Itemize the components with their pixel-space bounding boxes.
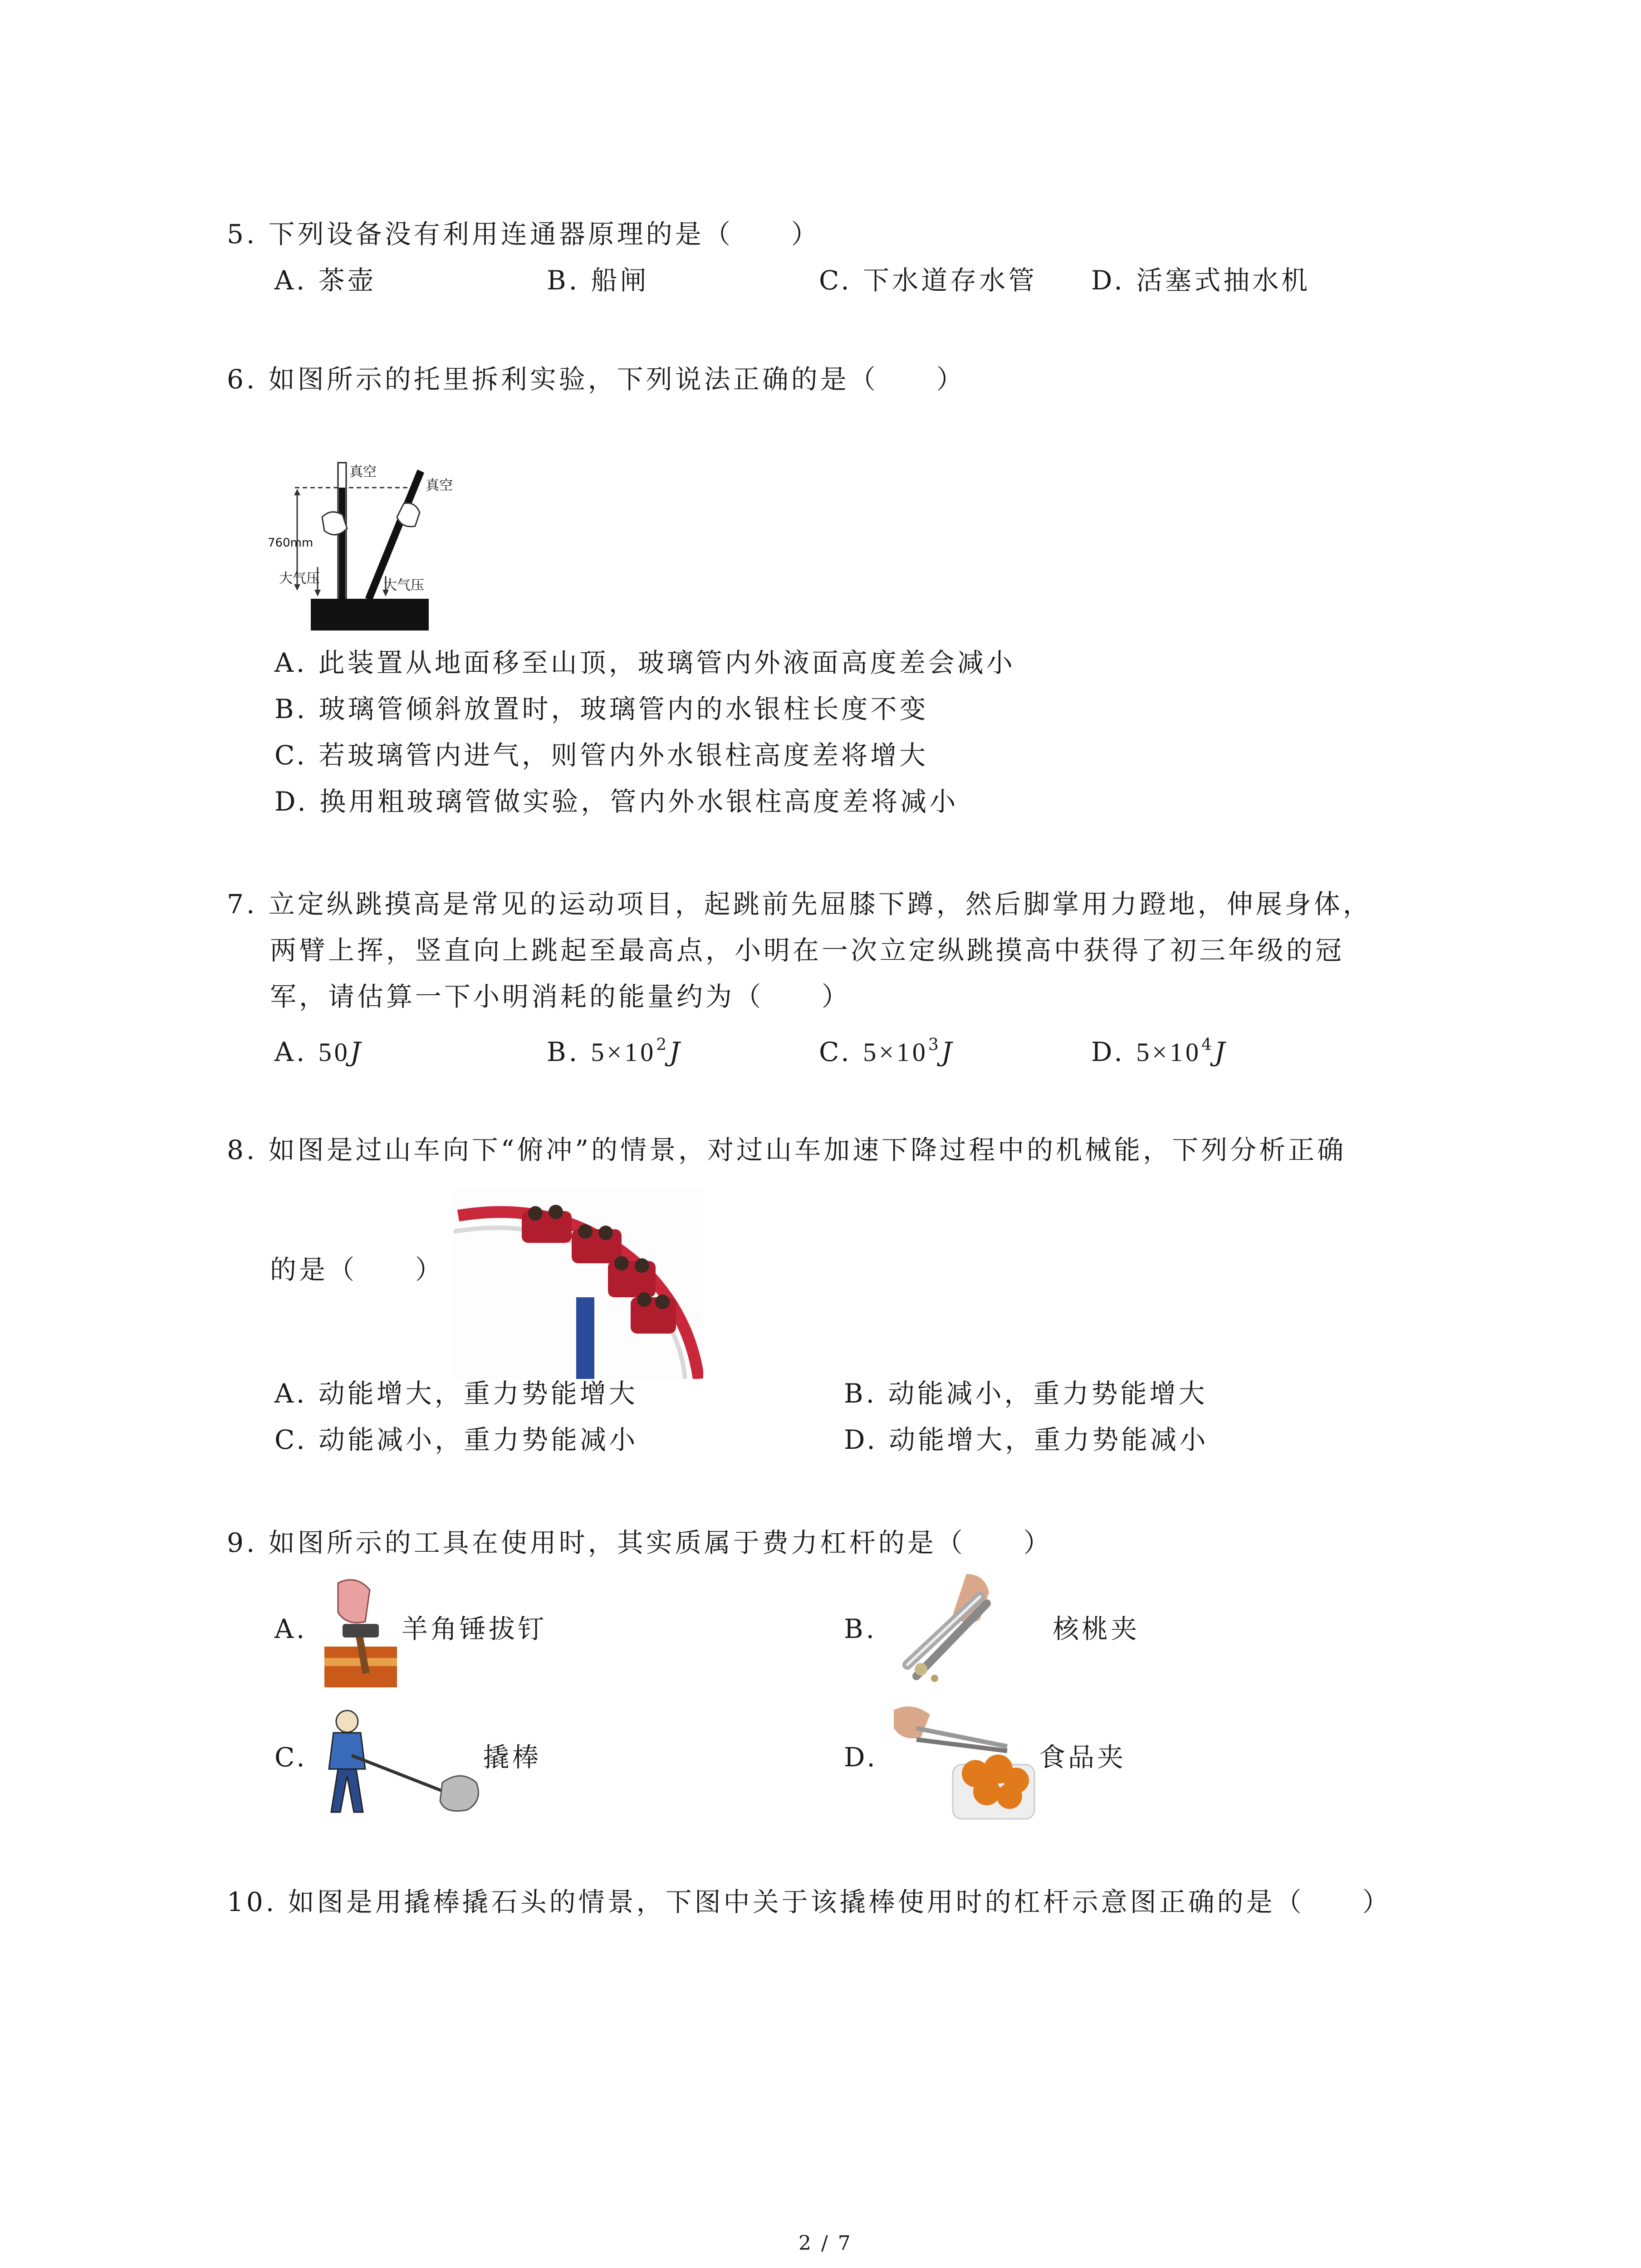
q7-stem-line-2: 两臂上挥，竖直向上跳起至最高点，小明在一次立定纵跳摸高中获得了初三年级的冠 [270, 935, 1345, 966]
q6-stem: 6. 如图所示的托里拆利实验，下列说法正确的是（ ） [227, 364, 965, 395]
q5-option-d: D. 活塞式抽水机 [1091, 265, 1311, 296]
q9-option-d-letter: D. [844, 1742, 878, 1773]
q7-option-b: B. $5\times 10^2J$ [547, 1036, 683, 1067]
q8-option-d: D. 动能增大，重力势能减小 [844, 1424, 1209, 1455]
q9-stem: 9. 如图所示的工具在使用时，其实质属于费力杠杆的是（ ） [227, 1527, 1053, 1558]
vacuum-label-2: 真空 [426, 478, 453, 494]
claw-hammer-image [320, 1574, 402, 1692]
q9-option-c-letter: C. [274, 1742, 308, 1773]
q7-stem-line-3: 军，请估算一下小明消耗的能量约为（ ） [270, 981, 851, 1012]
q8-option-a: A. 动能增大，重力势能增大 [274, 1378, 638, 1409]
q6-option-c: C. 若玻璃管内进气，则管内外水银柱高度差将增大 [274, 740, 929, 771]
torricelli-experiment-figure [268, 454, 476, 644]
nutcracker-image [889, 1565, 1053, 1692]
q9-option-c-name: 撬棒 [483, 1742, 542, 1773]
q8-option-c: C. 动能减小，重力势能减小 [274, 1424, 638, 1455]
q9-option-b-name: 核桃夹 [1053, 1613, 1140, 1644]
q5-option-b: B. 船闸 [547, 265, 649, 296]
food-tongs-image [889, 1696, 1039, 1823]
q8-stem: 8. 如图是过山车向下“俯冲”的情景，对过山车加速下降过程中的机械能，下列分析正确 [227, 1134, 1347, 1165]
roller-coaster-image [454, 1188, 703, 1379]
q6-option-d: D. 换用粗玻璃管做实验，管内外水银柱高度差将减小 [274, 786, 959, 817]
crowbar-image [320, 1706, 483, 1819]
q10-stem: 10. 如图是用撬棒撬石头的情景，下图中关于该撬棒使用时的杠杆示意图正确的是（ ） [227, 1887, 1391, 1917]
q9-option-a-letter: A. [274, 1613, 308, 1644]
q7-option-d: D. $5\times 10^4J$ [1091, 1036, 1228, 1067]
q7-option-c: C. $5\times 10^3J$ [819, 1036, 955, 1067]
q6-option-a: A. 此装置从地面移至山顶，玻璃管内外液面高度差会减小 [274, 647, 1015, 678]
q7-option-a: A. 50J [274, 1036, 364, 1067]
q5-stem: 5. 下列设备没有利用连通器原理的是（ ） [227, 219, 820, 249]
q5-option-c: C. 下水道存水管 [819, 265, 1038, 296]
q9-option-a-name: 羊角锤拔钉 [402, 1613, 547, 1644]
q8-option-b: B. 动能减小，重力势能增大 [844, 1378, 1208, 1409]
q8-stem-continued: 的是（ ） [270, 1254, 445, 1285]
atm-label-2: 大气压 [383, 577, 424, 593]
vacuum-label-1: 真空 [349, 464, 377, 480]
atm-label-1: 大气压 [279, 571, 320, 587]
page-number: 2 / 7 [798, 2232, 852, 2255]
q5-option-a: A. 茶壶 [274, 265, 377, 296]
q7-stem-line-1: 7. 立定纵跳摸高是常见的运动项目，起跳前先屈膝下蹲，然后脚掌用力蹬地，伸展身体， [227, 889, 1372, 919]
q6-option-b: B. 玻璃管倾斜放置时，玻璃管内的水银柱长度不变 [274, 694, 929, 724]
q9-option-d-name: 食品夹 [1039, 1742, 1127, 1773]
q9-option-b-letter: B. [844, 1613, 877, 1644]
height-label: 760mm [268, 536, 314, 550]
